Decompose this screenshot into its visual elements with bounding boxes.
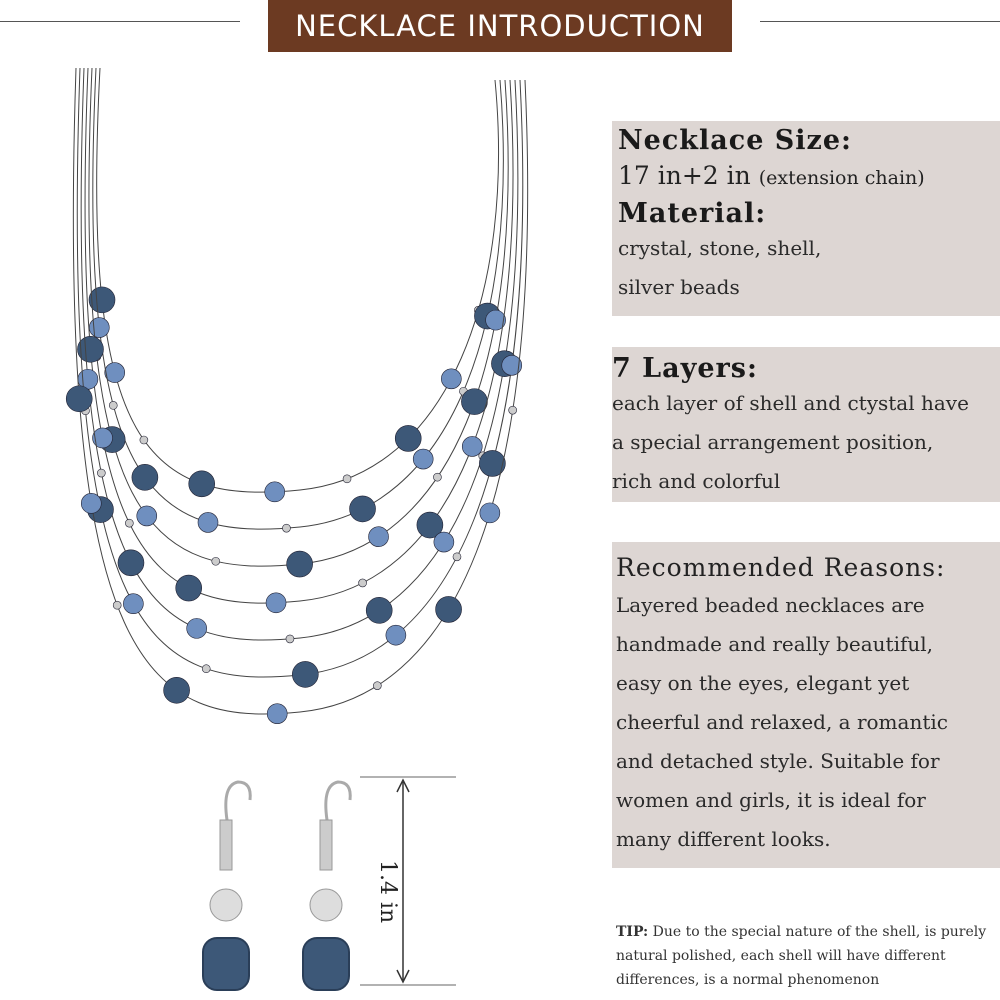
tip-note: [616, 920, 1000, 992]
header-rule-right: [760, 21, 1000, 22]
size-heading: Necklace Size:: [618, 125, 853, 156]
shell-bead: [66, 386, 92, 412]
shell-bead: [461, 389, 487, 415]
earring-length-label: 1.4 in: [375, 860, 400, 924]
earrings-image: [203, 782, 350, 990]
crystal-bead: [198, 512, 218, 532]
layers-line: each layer of shell and ctystal have: [612, 391, 969, 415]
crystal-bead: [413, 449, 433, 469]
shell-bead: [287, 551, 313, 577]
necklace-strand: [97, 68, 499, 492]
silver-bead: [433, 473, 441, 481]
silver-bead: [286, 635, 294, 643]
reasons-line: handmade and really beautiful,: [616, 632, 934, 656]
silver-bead: [212, 557, 220, 565]
page-title: NECKLACE INTRODUCTION: [268, 0, 732, 52]
reasons-line: easy on the eyes, elegant yet: [616, 671, 910, 695]
shell-bead: [89, 287, 115, 313]
shell-bead: [366, 597, 392, 623]
silver-bead: [97, 469, 105, 477]
reasons-heading: Recommended Reasons:: [616, 553, 946, 582]
tip-label: TIP:: [616, 924, 649, 940]
shell-bead: [436, 596, 462, 622]
tip-text: Due to the special nature of the shell, is purely natural polished, each shell will have different differences, is a normal phenomenon: [616, 924, 987, 988]
crystal-bead: [441, 369, 461, 389]
layers-line: rich and colorful: [612, 469, 781, 493]
reasons-line: Layered beaded necklaces are: [616, 593, 925, 617]
shell-bead: [164, 677, 190, 703]
necklace-image: [66, 68, 527, 724]
layers-line: a special arrangement position,: [612, 430, 934, 454]
reasons-panel: [612, 542, 1000, 868]
silver-bead: [343, 475, 351, 483]
size-value: 17 in+2 in: [618, 161, 751, 190]
silver-bead: [373, 682, 381, 690]
silver-bead: [113, 601, 121, 609]
crystal-bead: [89, 318, 109, 338]
crystal-bead: [369, 527, 389, 547]
shell-bead: [189, 471, 215, 497]
material-heading: Material:: [618, 198, 767, 229]
silver-bead: [282, 524, 290, 532]
necklace-strand: [89, 68, 508, 566]
size-note: (extension chain): [758, 167, 925, 189]
reasons-line: and detached style. Suitable for: [616, 749, 940, 773]
crystal-bead: [386, 625, 406, 645]
crystal-bead: [267, 704, 287, 724]
crystal-bead: [266, 593, 286, 613]
silver-bead: [453, 553, 461, 561]
necklace-strand: [93, 68, 504, 529]
shell-bead: [479, 450, 505, 476]
crystal-bead: [480, 503, 500, 523]
crystal-bead: [81, 493, 101, 513]
silver-bead: [359, 579, 367, 587]
material-line: silver beads: [618, 275, 740, 299]
crystal-bead: [123, 594, 143, 614]
silver-bead: [202, 665, 210, 673]
layers-heading: 7 Layers:: [612, 353, 758, 384]
shell-bead: [118, 550, 144, 576]
shell-bead: [132, 464, 158, 490]
crystal-bead: [137, 506, 157, 526]
size-material-panel: [612, 121, 1000, 316]
crystal-bead: [187, 618, 207, 638]
silver-bead: [140, 436, 148, 444]
crystal-bead: [265, 482, 285, 502]
material-line: crystal, stone, shell,: [618, 236, 822, 260]
layers-panel: [612, 347, 1000, 502]
silver-bead: [109, 401, 117, 409]
reasons-line: cheerful and relaxed, a romantic: [616, 710, 948, 734]
silver-bead: [125, 519, 133, 527]
silver-bead: [509, 406, 517, 414]
crystal-bead: [434, 532, 454, 552]
shell-bead: [350, 496, 376, 522]
shell-bead: [176, 575, 202, 601]
shell-bead: [292, 661, 318, 687]
shell-bead: [395, 425, 421, 451]
reasons-line: women and girls, it is ideal for: [616, 788, 926, 812]
reasons-line: many different looks.: [616, 827, 831, 851]
